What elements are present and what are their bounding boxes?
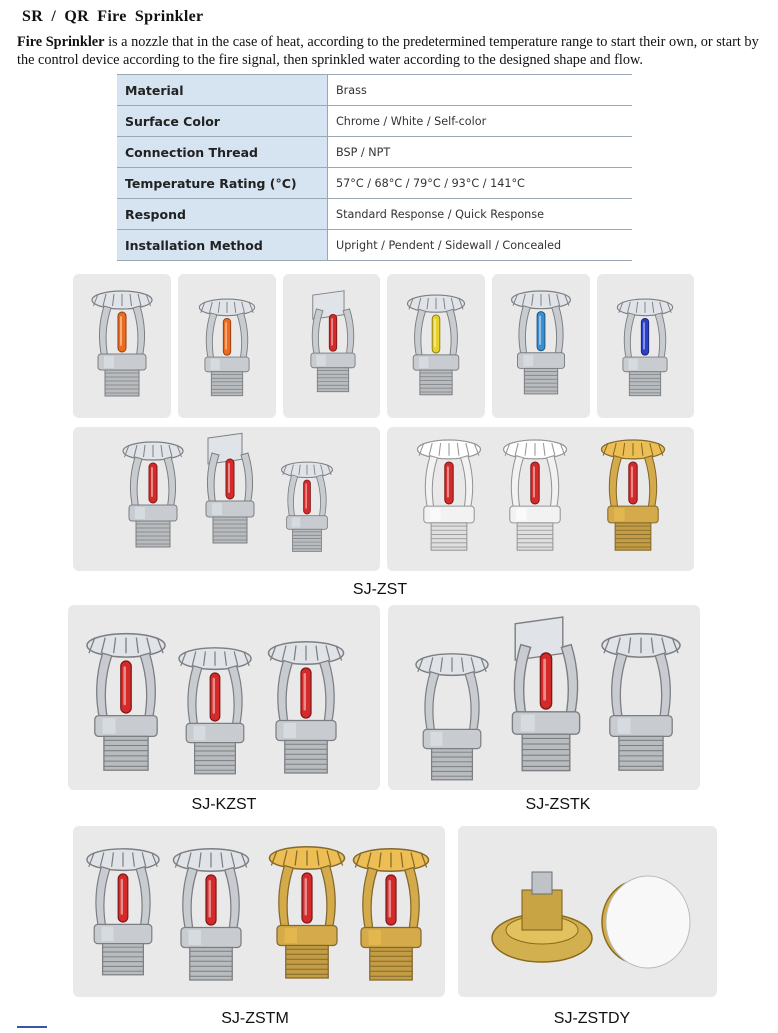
frame-arm-right [241,453,253,505]
frame-arm-right [237,313,248,361]
frame-arm-right [316,475,326,519]
bulb-highlight [151,467,153,497]
frame-arm-right [343,309,354,357]
thread [370,948,413,981]
spec-label: Installation Method [117,230,328,261]
spec-row [117,106,632,137]
frame-arm-right [228,666,242,728]
hex-highlight [284,723,297,738]
sprinkler [512,291,571,394]
spec-value: Upright / Pendent / Sidewall / Concealed [328,230,633,261]
sprinkler [354,849,429,980]
thread [420,370,452,395]
spec-row [117,230,632,261]
glass-bulb [302,873,312,923]
frame-arm-right [465,672,479,734]
bulb-highlight [213,678,215,714]
thread [190,948,233,981]
frame-arm-left [363,868,377,933]
bulb-highlight [209,880,212,918]
cover-plate [606,876,690,968]
thread [615,523,651,550]
frame-arm-right [225,868,239,933]
bulb-highlight [543,659,546,701]
thread [317,368,348,392]
frame-arm-right [136,867,150,929]
thread [104,736,148,770]
thread [522,734,570,770]
thread [293,529,322,551]
frame-arm-right [561,645,577,718]
hex-highlight [618,718,631,734]
frame-arm-left [609,456,621,511]
model-caption: SJ-ZSTDY [553,1010,631,1027]
thread [431,523,467,550]
frame-arm-right [552,306,563,357]
glass-bulb [121,661,131,713]
sprinkler [408,295,465,395]
hex-highlight [521,715,535,732]
model-caption: SJ-ZSTM [221,1010,289,1027]
frame-arm-left [188,666,202,728]
sprinkler-image [387,274,485,418]
hex-highlight [101,927,113,941]
frame-arm-left [97,653,112,721]
sprinkler [418,440,481,550]
spec-row [117,75,632,106]
product-photo-tile [68,605,380,790]
product-photo-tile [283,274,380,418]
sprinkler-image [73,274,171,418]
product-photo-tile [458,826,717,997]
hex-highlight [419,357,429,368]
frame-arm-left [415,309,426,358]
frame-arm-left [612,653,627,721]
sprinkler-group-image [68,605,380,790]
sprinkler [87,849,159,975]
thread [517,523,553,550]
frame-arm-left [183,868,197,933]
frame-arm-right [547,456,559,511]
frame-arm-left [288,475,298,519]
frame-arm-left [519,306,530,357]
bulb-highlight [643,322,645,350]
hex-highlight [430,508,441,521]
frame-arm-right [446,309,457,358]
intro-term: Fire Sprinkler [17,34,105,50]
hex-highlight [285,928,298,943]
frame-arm-right [655,313,666,361]
product-photo-tile [597,274,694,418]
hex-highlight [103,718,116,734]
frame-arm-left [278,661,292,726]
bulb-highlight [331,318,333,346]
spec-value: Standard Response / Quick Response [328,199,633,230]
bulb-highlight [121,879,123,915]
thread [136,521,170,547]
product-photo-tile [73,826,445,997]
thread [432,749,473,780]
frame-arm-left [624,313,635,361]
bulb-highlight [447,466,449,498]
spec-value: BSP / NPT [328,137,633,168]
sprinkler [199,299,254,396]
thread [629,372,660,396]
hex-highlight [516,508,527,521]
bulb-highlight [305,878,308,916]
concealed-sprinkler-image [458,826,717,997]
frame-arm-right [321,866,335,931]
thread [524,368,557,393]
sprinkler-image [283,274,380,418]
spec-value: Brass [328,75,633,106]
sprinkler [174,849,249,980]
sprinkler-image [597,274,694,418]
sprinkler-image [178,274,276,418]
hex-highlight [210,359,219,370]
thread [211,372,242,396]
spec-row [117,137,632,168]
product-photo-tile [388,605,700,790]
product-photo-tile [387,274,485,418]
sprinkler [123,442,183,547]
spec-label: Connection Thread [117,137,328,168]
concealed-body [522,890,562,930]
sprinkler [602,440,665,550]
hex-highlight [430,732,442,746]
intro-paragraph [17,33,765,69]
frame-arm-right [405,868,419,933]
sprinkler [282,462,333,551]
frame-arm-left [96,867,110,929]
frame-arm-left [425,672,439,734]
bulb-highlight [123,666,126,705]
concealed-thread [532,872,552,894]
hex-highlight [189,930,202,945]
hex-highlight [523,355,533,367]
intro-text: is a nozzle that in the case of heat, according to the predetermined temperature range to start their own, or start by the control device according to the fire signal, then sprinkled water according to the designed shape and flow. [17,34,759,68]
model-caption: SJ-ZSTK [525,796,591,813]
hex-highlight [212,503,222,515]
product-photo-tile [492,274,590,418]
frame-arm-right [140,653,155,721]
bulb-highlight [539,316,541,345]
model-caption: SJ-KZST [191,796,257,813]
sprinkler [92,291,152,396]
glass-bulb [304,480,311,514]
sprinkler-group-image [387,427,694,571]
spec-label: Respond [117,199,328,230]
sprinkler [504,440,567,550]
sprinkler [311,291,355,392]
frame-arm-right [645,456,657,511]
hex-highlight [614,508,625,521]
frame-arm-left [99,306,111,358]
thread [285,741,328,774]
frame-arm-left [206,313,217,361]
bulb-highlight [304,673,307,711]
frame-arm-right [461,456,473,511]
footer-rule [17,1026,47,1028]
thread [286,946,329,979]
spec-label: Material [117,75,328,106]
bulb-highlight [228,463,230,493]
hex-highlight [316,355,325,366]
sprinkler-group-image [388,605,700,790]
thread [619,736,663,770]
bulb-highlight [120,316,122,346]
bulb-highlight [631,466,633,498]
spec-row [117,168,632,199]
page-title: SR / QR Fire Sprinkler [22,8,204,25]
product-photo-tile [73,427,380,571]
thread [195,743,236,774]
sprinkler [602,634,680,771]
spec-value: 57°C / 68°C / 79°C / 93°C / 141°C [328,168,633,199]
product-photo-tile [73,274,171,418]
spec-table [117,74,632,261]
product-photo-tile [387,427,694,571]
thread [213,517,247,543]
frame-arm-left [511,456,523,511]
hex-highlight [369,930,382,945]
frame-arm-left [130,457,142,509]
hex-highlight [292,517,301,527]
model-caption: SJ-ZST [352,581,408,598]
sprinkler [87,634,165,771]
glass-bulb [629,462,637,504]
sprinkler [416,654,488,780]
spec-label: Surface Color [117,106,328,137]
hex-highlight [193,726,205,740]
sprinkler-group-image [73,427,380,571]
sprinkler [270,847,345,978]
hex-highlight [628,359,637,370]
frame-arm-left [279,866,293,931]
thread [103,944,144,975]
product-photo-tile [178,274,276,418]
sprinkler [617,299,672,396]
frame-arm-right [655,653,670,721]
sprinkler [179,648,251,774]
frame-arm-left [425,456,437,511]
bulb-highlight [305,483,307,509]
frame-arm-right [320,661,334,726]
spec-label: Temperature Rating (°C) [117,168,328,199]
hex-highlight [135,507,145,519]
frame-arm-right [133,306,145,358]
sprinkler-image [492,274,590,418]
bulb-highlight [533,466,535,498]
spec-value: Chrome / White / Self-color [328,106,633,137]
thread [105,370,139,396]
spec-row [117,199,632,230]
sprinkler [269,642,344,773]
bulb-highlight [225,322,227,350]
frame-arm-right [164,457,176,509]
sprinkler-group-image [73,826,445,997]
bulb-highlight [389,880,392,918]
bulb-highlight [434,319,436,348]
sprinkler [206,433,254,543]
hex-highlight [104,356,114,368]
sprinkler [512,617,579,771]
